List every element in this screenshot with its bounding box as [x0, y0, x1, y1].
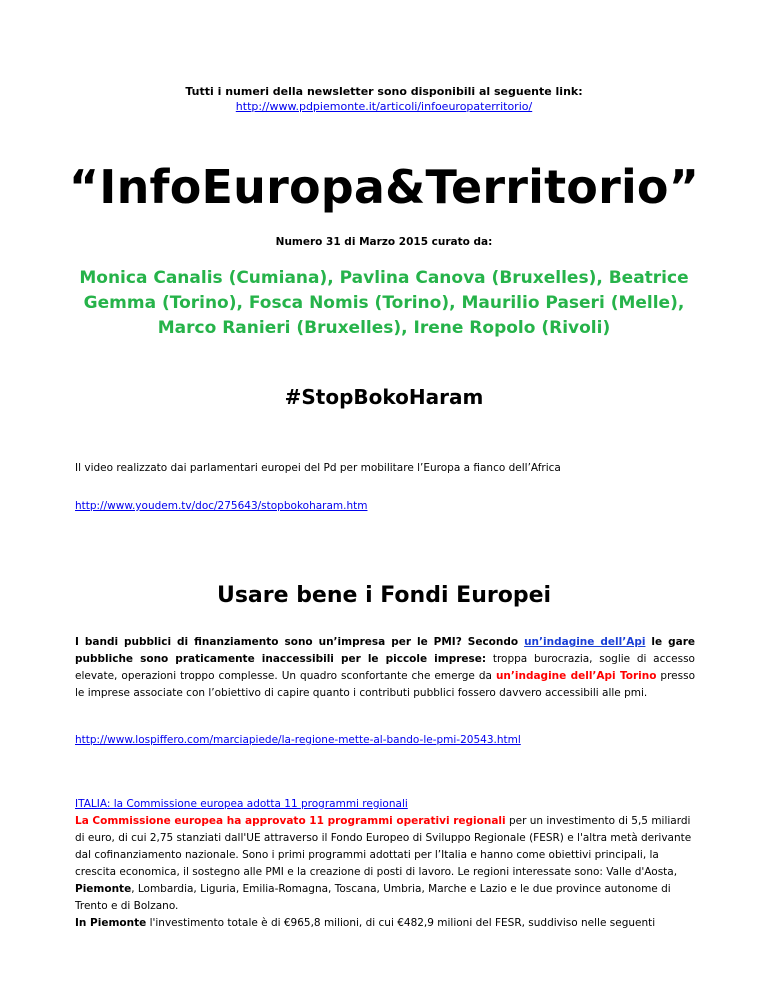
para-bold-2: le gare pubbliche sono praticamente inaccessibili per le piccole imprese:: [75, 636, 695, 665]
lospiffero-link[interactable]: http://www.lospiffero.com/marciapiede/la-regione-mette-al-bando-le-pmi-20543.html: [75, 734, 521, 746]
news-title-link[interactable]: ITALIA: la Commissione europea adotta 11 programmi regionali: [75, 798, 408, 810]
section-heading-fondi-europei: Usare bene i Fondi Europei: [216, 583, 552, 608]
intro-text: Tutti i numeri della newsletter sono disponibili al seguente link:: [185, 85, 583, 98]
section-heading-stopbokoharam: #StopBokoHaram: [284, 385, 484, 409]
para-text-2: presso le imprese associate con l’obiettivo di capire quanto i contributi pubblici fossero davvero accessibili alle pmi.: [75, 670, 695, 699]
newsletter-title: “InfoEuropa&Territorio”: [68, 160, 700, 214]
news-text-3: l'investimento totale è di €965,8 milioni, di cui €482,9 milioni del FESR, suddiviso nelle seguenti: [146, 917, 656, 929]
news-bold-region: Piemonte: [75, 883, 132, 895]
news-piemonte-line: [75, 915, 700, 932]
news-item-italia: [75, 796, 700, 932]
para-text-1: troppa burocrazia, soglie di accesso elevate, operazioni troppo complesse. Un quadro sconfortante che emerge da: [75, 653, 695, 682]
news-red-lead: La Commissione europea ha approvato 11 programmi operativi regionali: [75, 815, 506, 827]
intro-block: [0, 84, 768, 114]
news-text-2: , Lombardia, Liguria, Emilia-Romagna, Toscana, Umbria, Marche e Lazio e le due province autonome di Trento e di Bolzano.: [75, 883, 671, 912]
video-description: Il video realizzato dai parlamentari europei del Pd per mobilitare l’Europa a fianco dell’Africa: [75, 462, 561, 474]
fondi-paragraph: [75, 634, 695, 702]
news-body: [75, 813, 700, 915]
authors-list: Monica Canalis (Cumiana), Pavlina Canova (Bruxelles), Beatrice Gemma (Torino), Fosca Nomis (Torino), Maurilio Paseri (Melle), Marco Ranieri (Bruxelles), Irene Ropolo (Rivoli): [79, 268, 689, 338]
youdem-link[interactable]: http://www.youdem.tv/doc/275643/stopbokoharam.htm: [75, 500, 368, 512]
archive-link[interactable]: http://www.pdpiemonte.it/articoli/infoeuropaterritorio/: [235, 100, 533, 113]
news-bold-piemonte: In Piemonte: [75, 917, 147, 929]
para-red-highlight: un’indagine dell’Api Torino: [495, 670, 657, 682]
para-bold-1: I bandi pubblici di finanziamento sono un’impresa per le PMI? Secondo: [75, 636, 525, 648]
api-survey-link[interactable]: un’indagine dell’Api: [524, 636, 646, 648]
issue-line: Numero 31 di Marzo 2015 curato da:: [275, 236, 493, 248]
news-text-1: per un investimento di 5,5 miliardi di euro, di cui 2,75 stanziati dall'UE attraverso il Fondo Europeo di Sviluppo Regionale (FESR) e l'altra metà derivante dal cofinanziamento nazionale. Sono i primi programmi adottati per l’Italia e hanno come obiettivi principali, la crescita economica, il sostegno alle PMI e la creazione di posti di lavoro. Le regioni interessate sono: Valle d'Aosta,: [75, 815, 692, 878]
